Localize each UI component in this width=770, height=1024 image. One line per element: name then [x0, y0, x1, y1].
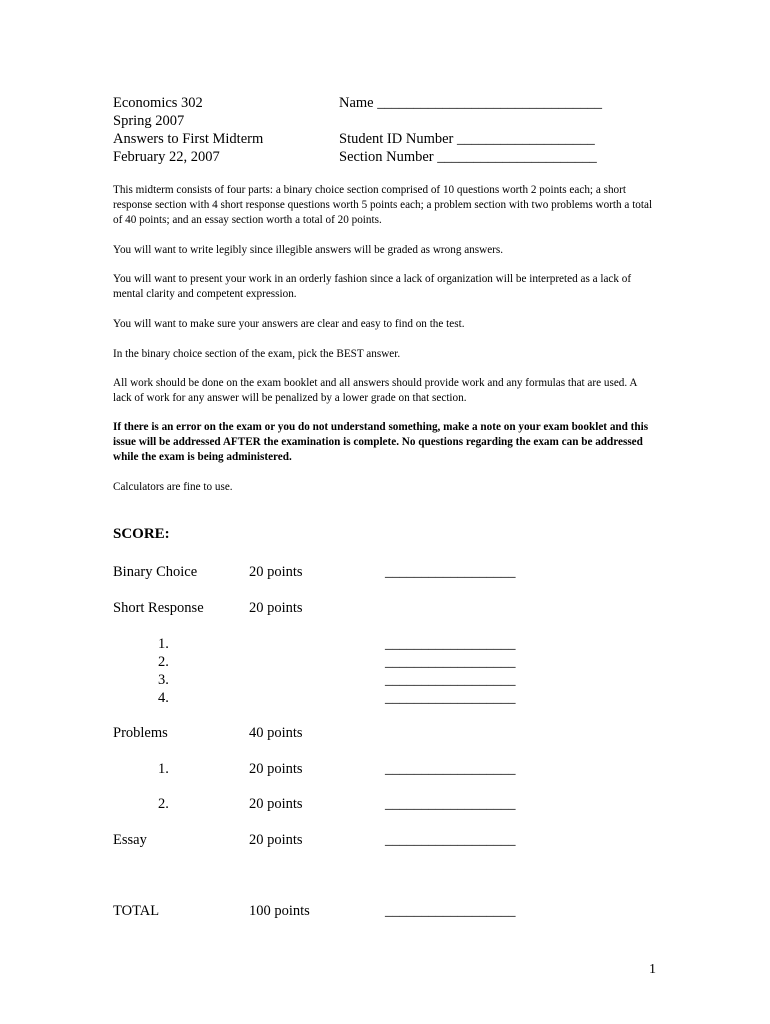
student-id-field: Student ID Number ___________________ — [339, 131, 595, 147]
section-number-field: Section Number ______________________ — [339, 149, 597, 165]
score-blank-line: __________________ — [385, 636, 516, 652]
problem-item-number: 2. — [158, 796, 169, 812]
score-total-label: TOTAL — [113, 903, 160, 919]
instruction-organization: You will want to present your work in an orderly fashion since a lack of organization will be interpreted as a lack of mental clarity and competent expression. — [113, 273, 632, 300]
name-field: Name _______________________________ — [339, 95, 602, 111]
score-short-response-points: 20 points — [249, 600, 303, 616]
score-blank-line: __________________ — [385, 564, 516, 580]
score-essay-points: 20 points — [249, 832, 303, 848]
instruction-clarity: You will want to make sure your answers are clear and easy to find on the test. — [113, 318, 465, 330]
page-number: 1 — [649, 962, 656, 977]
instruction-calculators: Calculators are fine to use. — [113, 481, 233, 493]
instruction-overview: This midterm consists of four parts: a binary choice section comprised of 10 questions worth 2 points each; a short response section with 4 short response questions worth 5 points each; a problem section with two problems worth a total of 40 points; and an essay section worth a total of 20 points. — [113, 184, 653, 226]
problem-item-number: 1. — [158, 761, 169, 777]
instruction-binary-choice: In the binary choice section of the exam, pick the BEST answer. — [113, 348, 401, 360]
score-blank-line: __________________ — [385, 654, 516, 670]
problem-item-points: 20 points — [249, 761, 303, 777]
score-binary-choice-points: 20 points — [249, 564, 303, 580]
instruction-show-work: All work should be done on the exam booklet and all answers should provide work and any formulas that are used. A lack of work for any answer will be penalized by a lower grade on that section. — [113, 377, 637, 404]
score-binary-choice-label: Binary Choice — [113, 564, 198, 580]
problem-item-points: 20 points — [249, 796, 303, 812]
score-blank-line: __________________ — [385, 832, 516, 848]
score-problems-label: Problems — [113, 725, 168, 741]
score-problems-points: 40 points — [249, 725, 303, 741]
score-short-response-label: Short Response — [113, 600, 204, 616]
score-title: SCORE: — [113, 526, 170, 542]
short-response-item-number: 4. — [158, 690, 169, 706]
score-blank-line: __________________ — [385, 796, 516, 812]
document-title: Answers to First Midterm — [113, 131, 264, 147]
score-blank-line: __________________ — [385, 761, 516, 777]
term: Spring 2007 — [113, 113, 185, 129]
score-essay-label: Essay — [113, 832, 147, 848]
course-name: Economics 302 — [113, 95, 203, 111]
short-response-item-number: 3. — [158, 672, 169, 688]
score-blank-line: __________________ — [385, 903, 516, 919]
instruction-legibility: You will want to write legibly since illegible answers will be graded as wrong answers. — [113, 244, 504, 256]
score-blank-line: __________________ — [385, 672, 516, 688]
short-response-item-number: 1. — [158, 636, 169, 652]
short-response-item-number: 2. — [158, 654, 169, 670]
instruction-errors: If there is an error on the exam or you do not understand something, make a note on your exam booklet and this issue will be addressed AFTER the examination is complete. No questions regarding the exam can be addressed while the exam is being administered. — [113, 421, 649, 463]
exam-date: February 22, 2007 — [113, 149, 220, 165]
score-total-points: 100 points — [249, 903, 310, 919]
score-blank-line: __________________ — [385, 690, 516, 706]
